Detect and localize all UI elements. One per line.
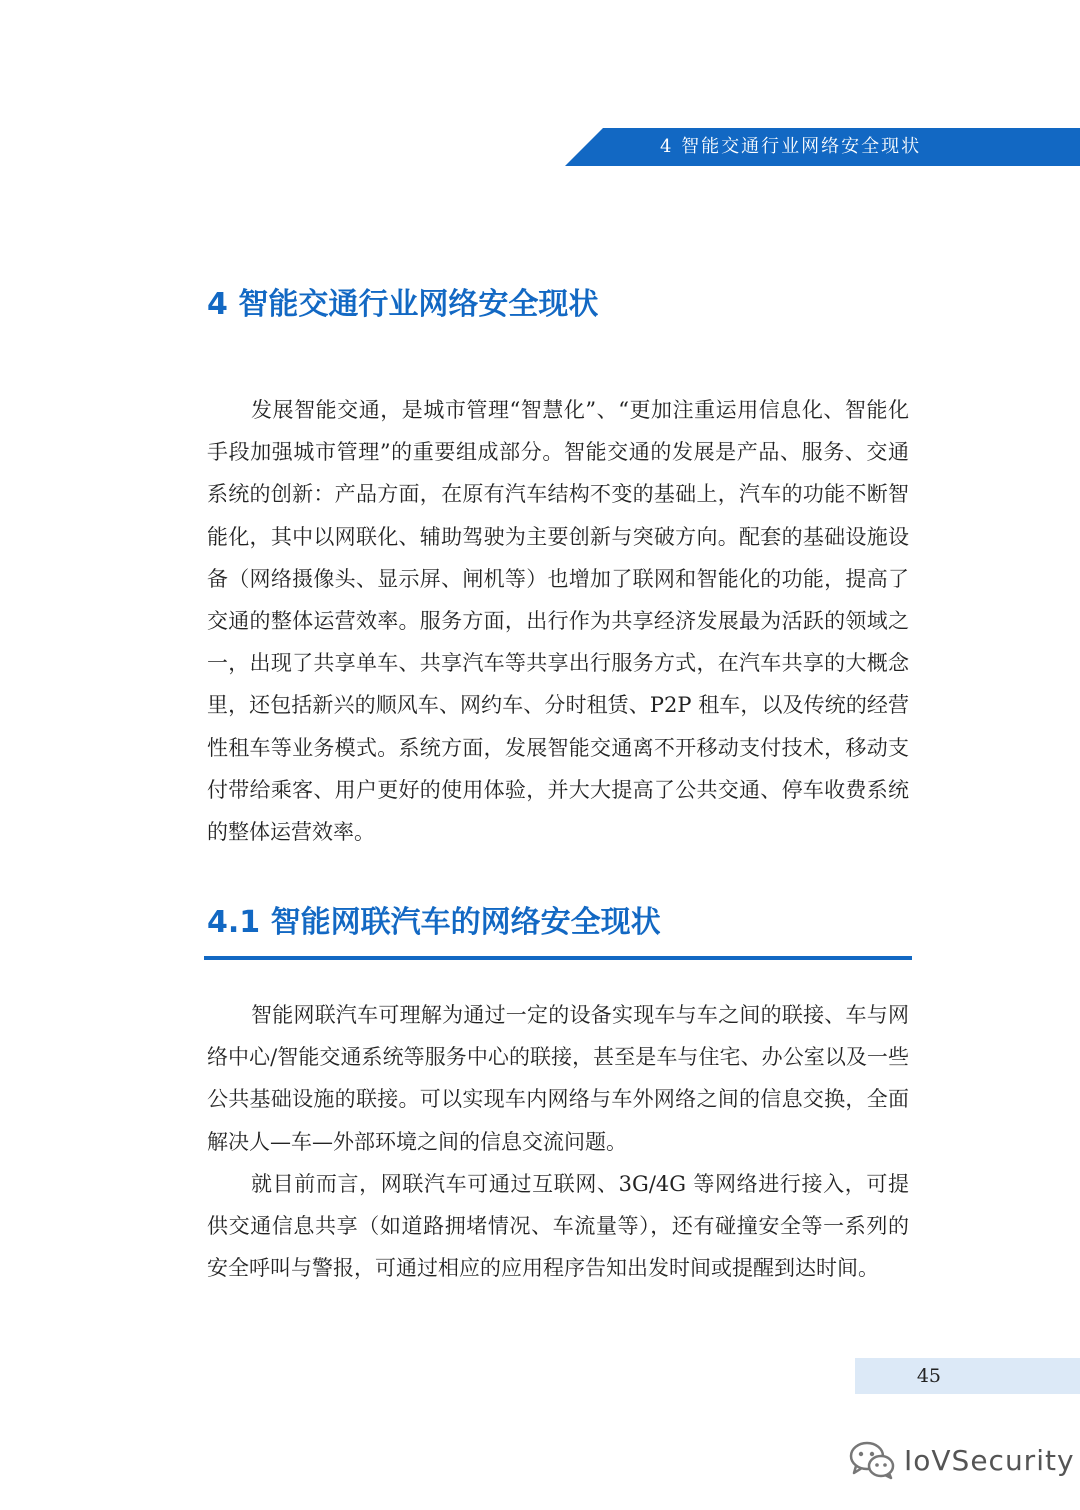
wechat-icon (848, 1440, 896, 1480)
chapter-intro-paragraph: 发展智能交通，是城市管理“智慧化”、“更加注重运用信息化、智能化手段加强城市管理”的重要组成部分。智能交通的发展是产品、服务、交通系统的创新：产品方面，在原有汽车结构不变的基础上，汽车的功能不断智能化，其中以网联化、辅助驾驶为主要创新与突破方向。配套的基础设施设备（网络摄像头、显示屏、闸机等）也增加了联网和智能化的功能，提高了交通的整体运营效率。服务方面，出行作为共享经济发展最为活跃的领域之一，出现了共享单车、共享汽车等共享出行服务方式，在汽车共享的大概念里，还包括新兴的顺风车、网约车、分时租赁、P2P 租车，以及传统的经营性租车等业务模式。系统方面，发展智能交通离不开移动支付技术，移动支付带给乘客、用户更好的使用体验，并大大提高了公共交通、停车收费系统的整体运营效率。 (207, 398, 909, 845)
wechat-watermark (848, 1438, 1075, 1482)
section-paragraph-1: 智能网联汽车可理解为通过一定的设备实现车与车之间的联接、车与网络中心/智能交通系统等服务中心的联接，甚至是车与住宅、办公室以及一些公共基础设施的联接。可以实现车内网络与车外网络之间的信息交换，全面解决人—车—外部环境之间的信息交流问题。 (207, 1003, 909, 1154)
section-title-underline (204, 956, 912, 960)
chapter-title: 4 智能交通行业网络安全现状 (207, 287, 599, 322)
running-header-title: 4 智能交通行业网络安全现状 (660, 136, 922, 157)
section-title: 4.1 智能网联汽车的网络安全现状 (207, 905, 661, 940)
section-paragraph-2: 就目前而言，网联汽车可通过互联网、3G/4G 等网络进行接入，可提供交通信息共享（如道路拥堵情况、车流量等），还有碰撞安全等一系列的安全呼叫与警报，可通过相应的应用程序告知出发时间或提醒到达时间。 (207, 1172, 909, 1281)
wechat-account-name: IoVSecurity (904, 1443, 1075, 1477)
page-number: 45 (916, 1365, 941, 1387)
